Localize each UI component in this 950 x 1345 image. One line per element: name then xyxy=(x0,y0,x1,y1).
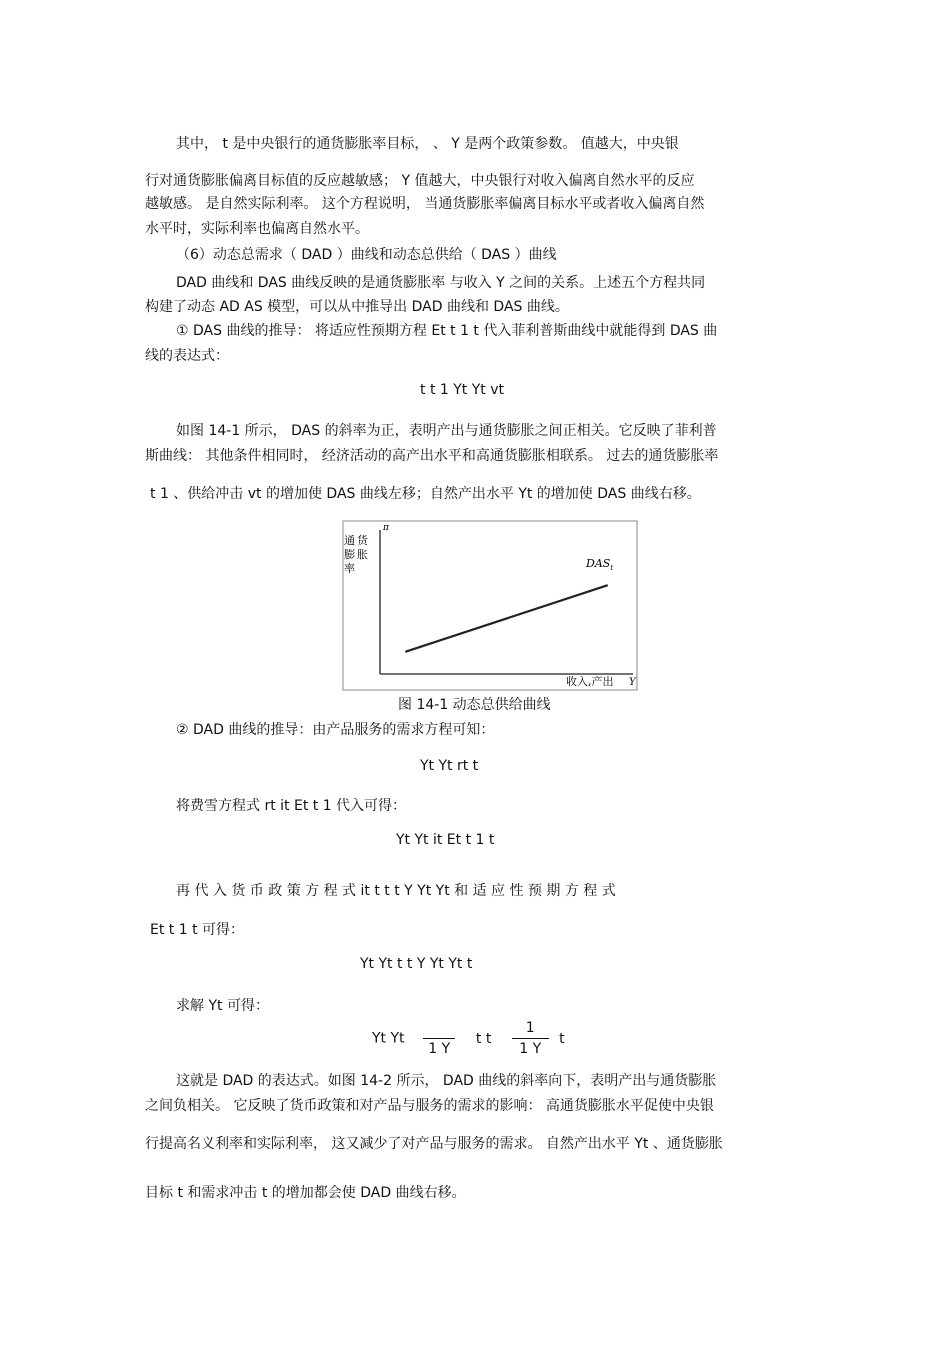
para-line: 线的表达式： xyxy=(145,348,229,364)
para-line: 行提高名义利率和实际利率， 这又减少了对产品与服务的需求。 自然产出水平 Yt 、通货膨胀 xyxy=(145,1136,723,1152)
para-line: ② DAD 曲线的推导：由产品服务的需求方程可知： xyxy=(176,722,495,738)
equation-policy-sub: Yt Yt t t Y Yt Yt t xyxy=(360,956,473,972)
para-line: 之间负相关。 它反映了货币政策和对产品与服务的需求的影响： 高通货膨胀水平促使中央银 xyxy=(145,1098,714,1114)
para-line: 越敏感。 是自然实际利率。 这个方程说明， 当通货膨胀率偏离目标水平或者收入偏离自然 xyxy=(145,196,705,212)
das-curve-label-sub: t xyxy=(610,564,614,572)
y-axis-label-char: 胀 xyxy=(357,548,368,561)
para-line: DAD 曲线和 DAS 曲线反映的是通货膨胀率 与收入 Y 之间的关系。上述五个方程共同 xyxy=(176,275,706,291)
y-axis-label-char: 货 xyxy=(357,534,368,547)
para-line: 将费雪方程式 rt it Et t 1 代入可得： xyxy=(176,798,407,814)
y-axis-label-char: 率 xyxy=(344,562,355,575)
y-axis-label-char: 通 xyxy=(344,534,355,547)
para-line: 求解 Yt 可得： xyxy=(176,998,269,1014)
para-line: 水平时，实际利率也偏离自然水平。 xyxy=(145,221,369,237)
chart-frame xyxy=(343,521,637,690)
figure-caption: 图 14-1 动态总供给曲线 xyxy=(398,697,551,713)
para-line: 如图 14-1 所示， DAS 的斜率为正，表明产出与通货膨胀之间正相关。它反映了菲利普 xyxy=(176,423,717,439)
das-curve-label xyxy=(585,557,613,572)
y-axis-symbol: π xyxy=(383,523,389,533)
x-axis-label: 收入,产出 xyxy=(566,675,614,688)
das-curve xyxy=(405,585,607,652)
eq5-left: Yt Yt xyxy=(372,1030,405,1047)
section-heading: （6）动态总需求（ DAD ）曲线和动态总供给（ DAS ）曲线 xyxy=(176,247,557,263)
eq5-frac2-num: 1 xyxy=(512,1020,549,1039)
para-line: t 1 、供给冲击 vt 的增加使 DAS 曲线左移；自然产出水平 Yt 的增加使 DAS 曲线右移。 xyxy=(150,486,701,502)
para-line: 再 代 入 货 币 政 策 方 程 式 it t t t Y Yt Yt 和 适 应 性 预 期 方 程 式 xyxy=(176,883,616,899)
eq5-frac2-den: 1 Y xyxy=(519,1041,542,1057)
equation-dad xyxy=(372,1020,565,1057)
x-axis-symbol: Y xyxy=(629,677,636,688)
eq5-fraction-2 xyxy=(512,1020,549,1057)
y-axis-label-char: 膨 xyxy=(344,548,355,561)
para-line: 其中， t 是中央银行的通货膨胀率目标， 、 Y 是两个政策参数。 值越大，中央银 xyxy=(176,136,679,152)
para-line: ① DAS 曲线的推导： 将适应性预期方程 Et t 1 t 代入菲利普斯曲线中就能得到 DAS 曲 xyxy=(176,323,718,339)
eq5-frac1-num xyxy=(423,1020,455,1039)
para-line: 行对通货膨胀偏离目标值的反应越敏感； Y 值越大，中央银行对收入偏离自然水平的反应 xyxy=(145,173,695,189)
equation-demand: Yt Yt rt t xyxy=(420,758,479,774)
para-line: 目标 t 和需求冲击 t 的增加都会使 DAD 曲线右移。 xyxy=(145,1185,466,1201)
para-line: 这就是 DAD 的表达式。如图 14-2 所示， DAD 曲线的斜率向下，表明产出与通货膨胀 xyxy=(176,1073,717,1089)
para-line: 斯曲线： 其他条件相同时， 经济活动的高产出水平和高通货膨胀相联系。 过去的通货膨胀率 xyxy=(145,448,719,464)
eq5-frac1-den: 1 Y xyxy=(428,1041,451,1057)
das-chart xyxy=(340,518,640,693)
para-line: 构建了动态 AD AS 模型，可以从中推导出 DAD 曲线和 DAS 曲线。 xyxy=(145,299,569,315)
das-curve-label-main: DAS xyxy=(586,557,611,570)
para-line: Et t 1 t 可得： xyxy=(150,922,245,938)
eq5-fraction-1 xyxy=(423,1020,455,1057)
equation-das: t t 1 Yt Yt vt xyxy=(420,382,504,398)
eq5-mid: t t xyxy=(475,1030,492,1047)
equation-fisher-sub: Yt Yt it Et t 1 t xyxy=(396,832,495,848)
eq5-right: t xyxy=(559,1030,565,1047)
